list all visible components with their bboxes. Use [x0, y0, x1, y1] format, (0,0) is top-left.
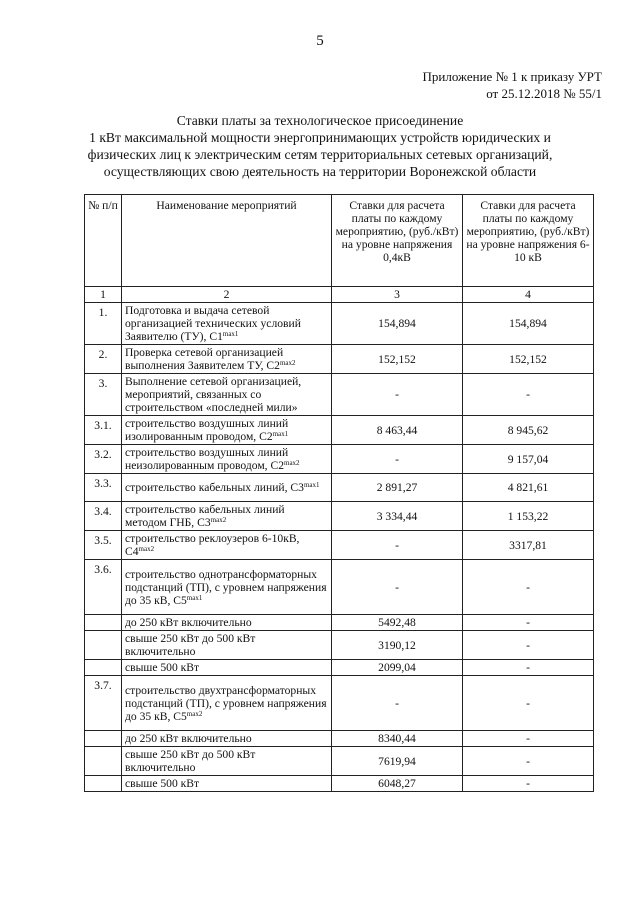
row-name-superscript: max2 — [284, 459, 300, 467]
row-name — [122, 531, 332, 560]
row-number — [85, 660, 122, 676]
row-number: 3.1. — [85, 416, 122, 445]
row-name-text: строительство двухтрансформаторных подстанций (ТП), с уровнем напряжения до 35 кВ, С5 — [125, 683, 327, 723]
table-row — [85, 747, 594, 776]
rate-6-10kv-value: - — [463, 374, 594, 416]
rate-0-4kv-value: 2 891,27 — [332, 474, 463, 502]
row-name — [122, 776, 332, 792]
document-title — [40, 112, 600, 180]
row-name — [122, 474, 332, 502]
row-number: 3.5. — [85, 531, 122, 560]
rate-0-4kv-value: - — [332, 560, 463, 615]
row-name — [122, 416, 332, 445]
row-name — [122, 631, 332, 660]
appendix-reference — [423, 68, 602, 102]
row-number — [85, 747, 122, 776]
table-row — [85, 374, 594, 416]
row-name-superscript: max1 — [272, 430, 289, 438]
rate-0-4kv-value: 152,152 — [332, 345, 463, 374]
row-name-superscript: max2 — [210, 516, 227, 524]
row-name — [122, 303, 332, 345]
row-name-text: Подготовка и выдача сетевой организацией технических условий Заявителю (ТУ), С1 — [125, 304, 301, 343]
row-name-text: строительство воздушных линий неизолированным проводом, С2 — [125, 446, 289, 472]
rate-6-10kv-value: - — [463, 560, 594, 615]
row-name — [122, 445, 332, 474]
table-row — [85, 560, 594, 615]
row-name-text: строительство кабельных линий методом ГНБ, С3 — [125, 503, 285, 529]
rates-table — [84, 194, 594, 792]
table-row — [85, 416, 594, 445]
rate-6-10kv-value: - — [463, 776, 594, 792]
row-name-text: строительство реклоузеров 6-10кВ, С4 — [125, 532, 300, 558]
rate-6-10kv-value: - — [463, 660, 594, 676]
row-name-text: свыше 500 кВт — [125, 777, 200, 790]
rate-6-10kv-value: 152,152 — [463, 345, 594, 374]
rate-6-10kv-value: - — [463, 631, 594, 660]
table-row — [85, 445, 594, 474]
rate-6-10kv-value: - — [463, 731, 594, 747]
title-line-4: осуществляющих свою деятельность на территории Воронежской области — [103, 164, 537, 179]
column-index: 1 — [85, 287, 122, 303]
table-row — [85, 660, 594, 676]
rate-0-4kv-value: 5492,48 — [332, 615, 463, 631]
rate-0-4kv-value: - — [332, 445, 463, 474]
rate-0-4kv-value: 3190,12 — [332, 631, 463, 660]
rate-6-10kv-value: 3317,81 — [463, 531, 594, 560]
header-rate-0-4kv: Ставки для расчета платы по каждому мероприятию, (руб./кВт) на уровне напряжения 0,4кВ — [332, 195, 463, 287]
table-row — [85, 631, 594, 660]
row-name-text: до 250 кВт включительно — [125, 616, 252, 629]
row-name-text: свыше 500 кВт — [125, 661, 200, 674]
rate-0-4kv-value: - — [332, 374, 463, 416]
rate-6-10kv-value: 154,894 — [463, 303, 594, 345]
row-name-text: строительство воздушных линий изолированным проводом, С2 — [125, 417, 289, 443]
row-name — [122, 676, 332, 731]
row-number: 1. — [85, 303, 122, 345]
row-name-text: строительство однотрансформаторных подстанций (ТП), с уровнем напряжения до 35 кВ, С5 — [125, 567, 327, 607]
title-line-2: 1 кВт максимальной мощности энергопринимающих устройств юридических и — [89, 130, 551, 145]
rate-6-10kv-value: 9 157,04 — [463, 445, 594, 474]
row-name — [122, 560, 332, 615]
rate-0-4kv-value: 154,894 — [332, 303, 463, 345]
rate-6-10kv-value: - — [463, 615, 594, 631]
rate-0-4kv-value: 2099,04 — [332, 660, 463, 676]
table-row — [85, 676, 594, 731]
row-name-text: свыше 250 кВт до 500 кВт включительно — [125, 632, 256, 658]
row-number: 3.6. — [85, 560, 122, 615]
rate-0-4kv-value: 8 463,44 — [332, 416, 463, 445]
row-number — [85, 631, 122, 660]
header-name: Наименование мероприятий — [122, 195, 332, 287]
row-name — [122, 374, 332, 416]
table-row — [85, 776, 594, 792]
rate-0-4kv-value: - — [332, 531, 463, 560]
rate-6-10kv-value: - — [463, 676, 594, 731]
row-name-superscript: max2 — [138, 545, 155, 553]
row-number: 3. — [85, 374, 122, 416]
rate-6-10kv-value: 4 821,61 — [463, 474, 594, 502]
row-number: 3.3. — [85, 474, 122, 502]
table-row — [85, 345, 594, 374]
row-name — [122, 660, 332, 676]
rate-0-4kv-value: - — [332, 676, 463, 731]
rate-0-4kv-value: 8340,44 — [332, 731, 463, 747]
rate-6-10kv-value: 1 153,22 — [463, 502, 594, 531]
title-line-1: Ставки платы за технологическое присоединение — [176, 113, 464, 128]
row-name-superscript: max1 — [186, 593, 203, 602]
rate-0-4kv-value: 7619,94 — [332, 747, 463, 776]
row-number — [85, 615, 122, 631]
rate-6-10kv-value: 8 945,62 — [463, 416, 594, 445]
row-name-superscript: max2 — [186, 709, 203, 718]
header-number: № п/п — [85, 195, 122, 287]
table-row — [85, 474, 594, 502]
column-index: 4 — [463, 287, 594, 303]
table-row — [85, 531, 594, 560]
row-name — [122, 731, 332, 747]
row-name-superscript: max1 — [222, 330, 239, 338]
row-name — [122, 502, 332, 531]
row-name — [122, 747, 332, 776]
column-index-row — [85, 287, 594, 303]
rate-0-4kv-value: 6048,27 — [332, 776, 463, 792]
row-name — [122, 615, 332, 631]
table-row — [85, 303, 594, 345]
table-row — [85, 615, 594, 631]
table-row — [85, 502, 594, 531]
row-name-text: строительство кабельных линий, С3 — [125, 481, 304, 494]
row-number: 3.2. — [85, 445, 122, 474]
page-number: 5 — [316, 33, 324, 49]
row-name — [122, 345, 332, 374]
appendix-line-2: от 25.12.2018 № 55/1 — [486, 86, 602, 101]
row-number: 2. — [85, 345, 122, 374]
row-name-superscript: max2 — [279, 359, 296, 367]
row-number: 3.7. — [85, 676, 122, 731]
row-name-superscript: max1 — [303, 481, 320, 489]
column-index: 3 — [332, 287, 463, 303]
appendix-line-1: Приложение № 1 к приказу УРТ — [422, 69, 602, 84]
row-number: 3.4. — [85, 502, 122, 531]
row-number — [85, 776, 122, 792]
rate-0-4kv-value: 3 334,44 — [332, 502, 463, 531]
rate-6-10kv-value: - — [463, 747, 594, 776]
header-rate-6-10kv: Ставки для расчета платы по каждому мероприятию, (руб./кВт) на уровне напряжения 6-10 кВ — [463, 195, 594, 287]
row-name-text: Выполнение сетевой организацией, мероприятий, связанных со строительством «последней мили» — [125, 375, 302, 414]
column-index: 2 — [122, 287, 332, 303]
title-line-3: физических лиц к электрическим сетям территориальных сетевых организаций, — [87, 147, 553, 162]
row-name-text: до 250 кВт включительно — [125, 732, 252, 745]
row-name-text: Проверка сетевой организацией выполнения Заявителем ТУ, С2 — [125, 346, 284, 372]
table-row — [85, 731, 594, 747]
row-number — [85, 731, 122, 747]
header-row — [85, 195, 594, 287]
row-name-text: свыше 250 кВт до 500 кВт включительно — [125, 748, 256, 774]
